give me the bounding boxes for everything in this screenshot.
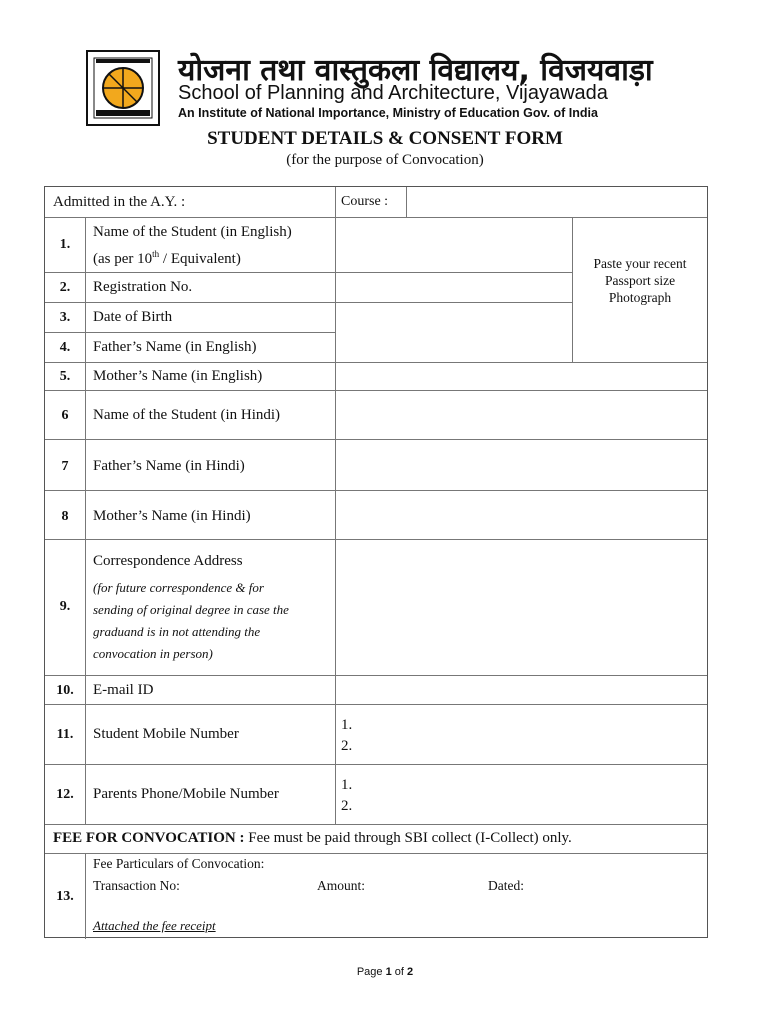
date-of-birth-field[interactable] xyxy=(336,303,571,362)
amount-label: Amount: xyxy=(317,878,366,893)
email-label: E-mail ID xyxy=(93,682,154,698)
row-number: 4. xyxy=(59,340,71,355)
mother-name-hindi-field[interactable] xyxy=(336,491,706,539)
course-field[interactable] xyxy=(407,188,705,216)
student-name-hindi-field[interactable] xyxy=(336,391,706,439)
fee-particulars-label: Fee Particulars of Convocation: xyxy=(93,856,265,871)
student-details-form xyxy=(44,186,708,938)
row-number: 8 xyxy=(61,509,69,524)
attached-receipt-note: Attached the fee receipt xyxy=(93,918,216,933)
date-of-birth-label: Date of Birth xyxy=(93,309,173,325)
institute-name-hindi: योजना तथा वास्तुकला विद्यालय, विजयवाड़ा xyxy=(178,53,653,88)
dated-label: Dated: xyxy=(488,878,524,893)
email-field[interactable] xyxy=(336,676,706,704)
father-name-hindi-field[interactable] xyxy=(336,440,706,490)
transaction-no-label: Transaction No: xyxy=(93,878,180,893)
row-number: 1. xyxy=(59,237,71,252)
photo-placeholder[interactable]: Paste your recent Passport size Photograph xyxy=(593,256,687,305)
registration-no-label: Registration No. xyxy=(93,279,193,295)
row-number: 9. xyxy=(59,599,71,614)
admitted-ay-label: Admitted in the A.Y. : xyxy=(53,194,186,210)
student-name-english-sublabel: (as per 10th / Equivalent) xyxy=(93,249,241,267)
row-number: 3. xyxy=(59,310,71,325)
student-name-english-label: Name of the Student (in English) xyxy=(93,224,292,240)
form-title: STUDENT DETAILS & CONSENT FORM xyxy=(207,128,563,149)
course-label: Course : xyxy=(341,194,389,209)
correspondence-address-field[interactable] xyxy=(336,540,706,675)
correspondence-address-note: (for future correspondence & for sending of original degree in case the graduand is in not attending the convocation in person) xyxy=(93,580,289,661)
parents-mobile-label: Parents Phone/Mobile Number xyxy=(93,786,279,802)
father-name-english-label: Father’s Name (in English) xyxy=(93,339,257,355)
row-number: 12. xyxy=(56,787,74,802)
student-mobile-field[interactable]: 1. 2. xyxy=(341,717,353,754)
row-number: 11. xyxy=(56,727,74,742)
student-name-hindi-label: Name of the Student (in Hindi) xyxy=(93,407,281,423)
student-name-english-field[interactable] xyxy=(336,218,571,272)
student-mobile-label: Student Mobile Number xyxy=(93,726,239,742)
institute-name-english: School of Planning and Architecture, Vijayawada xyxy=(178,82,608,104)
fee-heading: FEE FOR CONVOCATION : Fee must be paid through SBI collect (I-Collect) only. xyxy=(53,830,572,846)
row-number: 5. xyxy=(59,369,71,384)
form-subtitle: (for the purpose of Convocation) xyxy=(286,152,484,168)
row-number: 6 xyxy=(61,408,69,423)
row-number: 2. xyxy=(59,280,71,295)
admitted-ay-field[interactable] xyxy=(46,188,334,216)
row-number: 10. xyxy=(56,683,74,698)
mother-name-english-label: Mother’s Name (in English) xyxy=(93,368,263,384)
institute-logo xyxy=(86,50,160,126)
institute-tagline: An Institute of National Importance, Ministry of Education Gov. of India xyxy=(178,106,598,120)
row-number: 13. xyxy=(56,889,74,904)
mother-name-english-field[interactable] xyxy=(336,363,706,390)
mother-name-hindi-label: Mother’s Name (in Hindi) xyxy=(93,508,251,524)
father-name-hindi-label: Father’s Name (in Hindi) xyxy=(93,458,245,474)
registration-no-field[interactable] xyxy=(336,273,571,302)
row-number: 7 xyxy=(61,459,69,474)
page-number: Page 1 of 2 xyxy=(356,966,414,978)
correspondence-address-label: Correspondence Address xyxy=(93,553,243,569)
parents-mobile-field[interactable]: 1. 2. xyxy=(341,777,353,814)
